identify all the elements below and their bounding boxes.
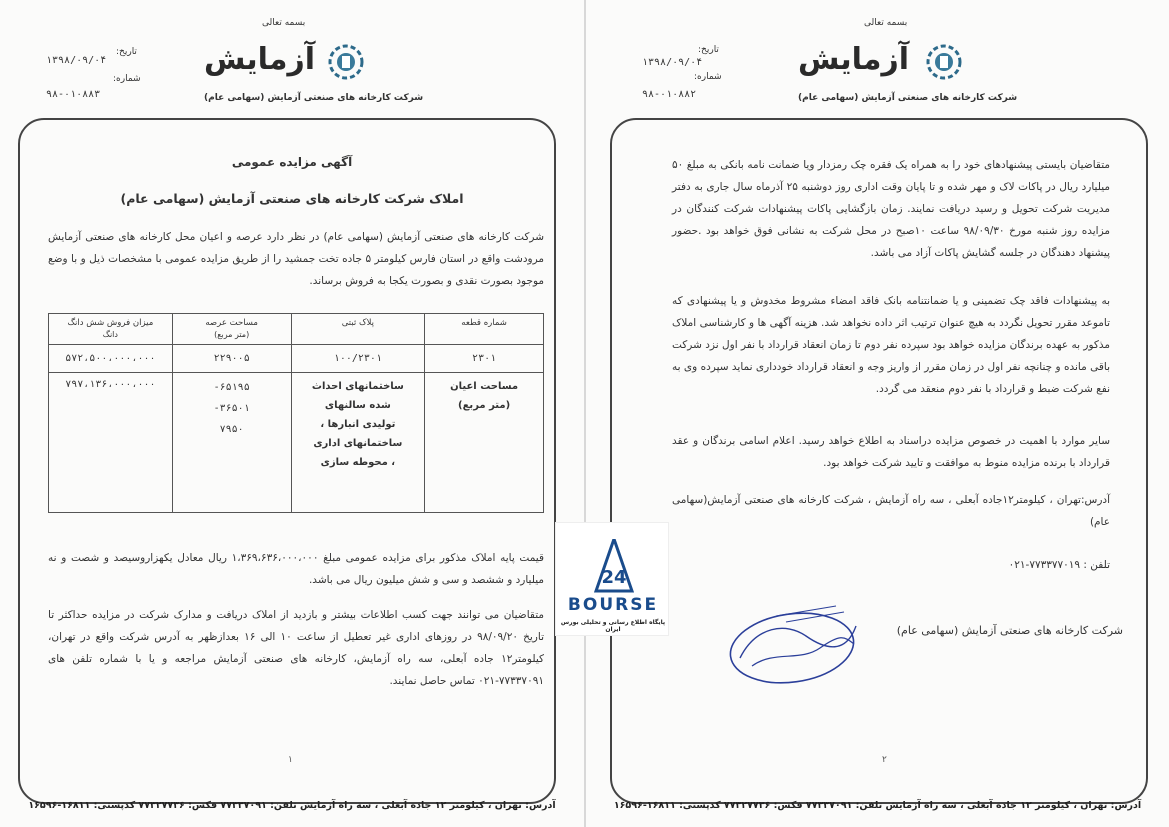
svg-text:24: 24 (601, 567, 627, 588)
announcement-page-2 (586, 0, 1169, 827)
company-logo-icon (328, 44, 364, 80)
table-header-cell: میزان فروش شش دانگ دانگ (49, 314, 173, 345)
table-header-cell: پلاک ثبتی (291, 314, 425, 345)
table-cell: ۲۳۰۱ (425, 345, 544, 373)
announcement-page-1 (0, 0, 584, 827)
number-label: شماره: (694, 72, 722, 82)
table-cell: مساحت اعیان (متر مربع) (425, 373, 544, 513)
address-paragraph: آدرس:تهران ، کیلومتر۱۲جاده آبعلی ، سه راه آزمایش ، شرکت کارخانه های صنعتی آزمایش(سهامی عام) (672, 494, 1110, 528)
signature-company: شرکت کارخانه های صنعتی آزمایش (سهامی عام) (896, 624, 1123, 637)
table-cell: ۶۵۱۹۵- ۳۶۵۰۱- ۷۹۵۰ (172, 373, 291, 513)
table-header-row (49, 314, 544, 345)
notes-paragraph: سایر موارد با اهمیت در خصوص مزایده دراسناد به اطلاع خواهد رسید. اعلام اسامی برندگان و عقد قرارداد با برنده مزایده منوط به موافقت و تایید شرکت خواهد بود. (672, 435, 1110, 469)
table-cell: ساختمانهای احداث شده سالنهای تولیدی انبارها ، ساختمانهای اداری ، محوطه سازی (291, 373, 425, 513)
table-row (49, 345, 544, 373)
lots-table (48, 313, 544, 513)
number-value: ۹۸-۰۱۰۸۸۲ (642, 89, 697, 100)
bourse-watermark (555, 522, 669, 636)
company-logo-wordmark: آزمایش (204, 42, 316, 77)
table-cell: ۱۰۰/۲۳۰۱ (291, 345, 425, 373)
company-logo-icon (926, 44, 962, 80)
date-label: تاریخ: (698, 45, 719, 55)
company-subtitle: شرکت کارخانه های صنعتی آزمایش (سهامی عام) (204, 93, 424, 103)
date-value: ۱۳۹۸/۰۹/۰۴ (46, 55, 107, 66)
signature-stamp-icon (716, 596, 876, 706)
table-row (49, 373, 544, 513)
company-logo-wordmark: آزمایش (798, 42, 910, 77)
page-footer: آدرس: تهران ، کیلومتر ۱۲ جاده آبعلی ، سه راه آزمایش تلفن: ۷۷۳۳۷۰۹۱ فکس: ۷۷۳۲۷۷۳۶ کدپستی: ۱۶۸۱۱-۱۶۵۹۶ (613, 800, 1142, 811)
date-label: تاریخ: (116, 47, 137, 57)
bourse-subtitle: پایگاه اطلاع رسانی و تحلیلی بورس ایران (560, 619, 666, 633)
page-number: ۲ (882, 755, 887, 765)
table-cell: ۲۲۹۰۰۵ (172, 345, 291, 373)
bismillah: بسمه تعالی (864, 18, 908, 28)
number-value: ۹۸-۰۱۰۸۸۳ (46, 89, 101, 100)
table-header-cell: شماره قطعه (425, 314, 544, 345)
conditions-paragraph: به پیشنهادات فاقد چک تضمینی و یا ضمانتنامه بانک فاقد امضاء مشروط مخدوش و یا پیشنهادی که تاموعد مقرر تحویل نگردد به هیچ عنوان ترتیب اثر داده نخواهد شد. هزینه آگهی ها و کارشناسی املاک مذکور به عهده برندگان مزایده خواهد بود سپرده نفر دوم تا زمان انعقاد قرارداد با نفر اول نزد شرکت باقی مانده و چنانچه نفر اول در زمان مقرر از واریز وجه و انعقاد قرارداد خودداری نماید سپرده وی به نفع شرکت ضبط و قرارداد با نفر دوم منعقد می گردد. (672, 295, 1110, 395)
bourse-logo-icon (594, 539, 634, 593)
announcement-subtitle: املاک شرکت کارخانه های صنعتی آزمایش (سهامی عام) (120, 191, 464, 206)
page-footer: آدرس: تهران ، کیلومتر ۱۲ جاده آبعلی ، سه راه آزمایش تلفن: ۷۷۳۳۷۰۹۱ فکس: ۷۷۳۲۷۷۳۶ کدپستی: ۱۶۸۱۱-۱۶۵۹۶ (28, 800, 556, 811)
bismillah: بسمه تعالی (262, 18, 306, 28)
announcement-title: آگهی مزایده عمومی (231, 155, 353, 169)
table-header-cell: مساحت عرصه (متر مربع) (172, 314, 291, 345)
company-subtitle: شرکت کارخانه های صنعتی آزمایش (سهامی عام) (798, 93, 1018, 103)
date-value: ۱۳۹۸/۰۹/۰۴ (642, 57, 703, 68)
phone-line: تلفن : ۷۷۳۳۷۷۰۱۹-۰۲۱ (1008, 559, 1110, 571)
submission-paragraph: متقاضیان بایستی پیشنهادهای خود را به همراه یک فقره چک رمزدار ویا ضمانت نامه بانکی به مبلغ ۵۰ میلیارد ریال در پاکات لاک و مهر شده و تا پایان وقت اداری روز دوشنبه ۲۵ آذرماه سال جاری به دفتر مدیریت شرکت تحویل و رسید دریافت نمایند. زمان بازگشایی پاکات پیشنهادات شرکت کنندگان در مزایده روز شنبه مورخ ۹۸/۰۹/۳۰ ساعت ۱۰صبح در محل شرکت به نشانی فوق خواهد بود .حضور پیشنهاد دهندگان در جلسه گشایش پاکات آزاد می باشد. (672, 159, 1110, 259)
visit-paragraph: متقاضیان می توانند جهت کسب اطلاعات بیشتر و بازدید از املاک دریافت و مدارک شرکت در مزایده حداکثر تا تاریخ ۹۸/۰۹/۲۰ در روزهای اداری غیر تعطیل از ساعت ۱۰ الی ۱۶ بعدازظهر به آدرس شرکت واقع در تهران، کیلومتر۱۲ جاده آبعلی، سه راه آزمایش، کارخانه های صنعتی آزمایش مراجعه و یا با شماره تلفن های ۷۷۳۳۷۰۹۱-۰۲۱ تماس حاصل نمایند. (48, 609, 545, 687)
table-cell: ۵۷۲،۵۰۰،۰۰۰،۰۰۰ (49, 345, 173, 373)
number-label: شماره: (113, 74, 141, 84)
page-number: ۱ (288, 755, 293, 765)
base-price-paragraph: قیمت پایه املاک مذکور برای مزایده عمومی مبلغ ۱،۳۶۹،۶۳۶،۰۰۰،۰۰۰ ریال معادل یکهزاروسیصد و شصت و نه میلیارد و ششصد و سی و شش میلیون ریال می باشد. (48, 552, 544, 586)
intro-paragraph: شرکت کارخانه های صنعتی آزمایش (سهامی عام) در نظر دارد عرصه و اعیان محل کارخانه های صنعتی آزمایش مرودشت واقع در استان فارس کیلومتر ۵ جاده تخت جمشید را از طریق مزایده عمومی با مشخصات ذیل و با وضع موجود بصورت نقدی و بصورت یکجا به فروش برساند. (48, 231, 544, 287)
bourse-title: BOURSE (567, 595, 659, 615)
table-cell: ۷۹۷،۱۳۶،۰۰۰،۰۰۰ (49, 373, 173, 513)
